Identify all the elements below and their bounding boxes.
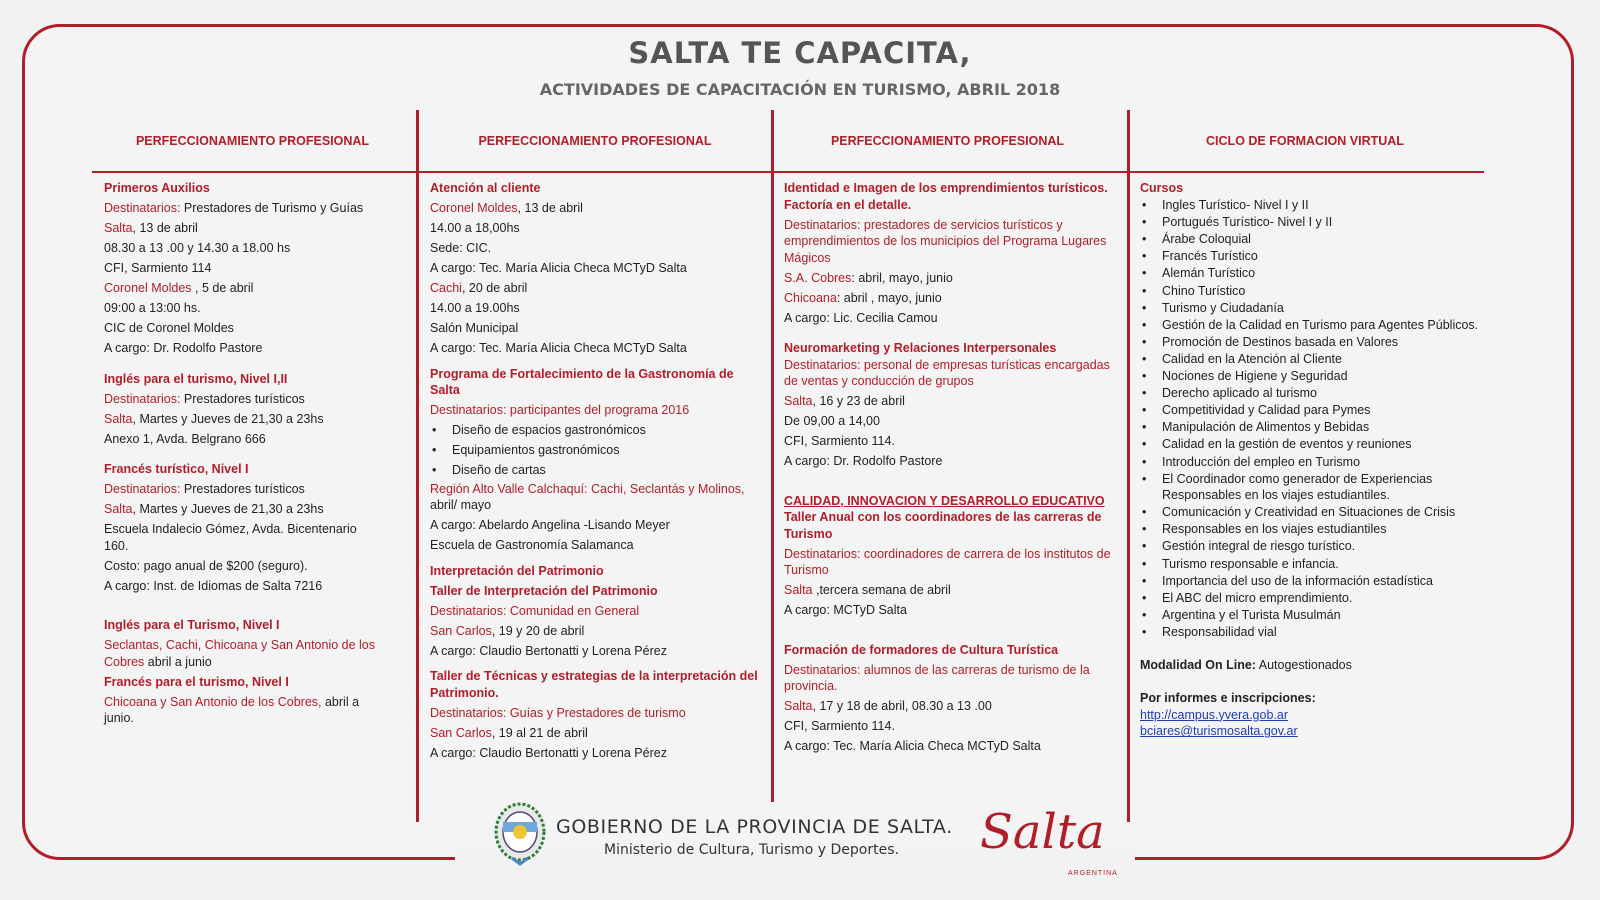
time-line: 14.00 a 18,00hs bbox=[430, 221, 520, 235]
course-title: Francés turístico, Nivel I bbox=[104, 462, 249, 476]
date-line: Salta, Martes y Jueves de 21,30 a 23hs bbox=[104, 411, 324, 426]
course-item: • Promoción de Destinos basada en Valores bbox=[1162, 334, 1485, 351]
instructor-line: A cargo: Abelardo Angelina -Lisando Meyer bbox=[430, 518, 670, 532]
date-line: Salta, 13 de abril bbox=[104, 221, 198, 235]
course-title: Inglés para el turismo, Nivel I,II bbox=[104, 371, 288, 386]
course-item: • Árabe Coloquial bbox=[1162, 231, 1485, 248]
date-line: Chicoana: abril , mayo, junio bbox=[784, 290, 942, 305]
instructor-line: A cargo: Tec. María Alicia Checa MCTyD Salta bbox=[430, 341, 687, 355]
mode-line: Modalidad On Line: Autogestionados bbox=[1140, 657, 1352, 672]
date-line: San Carlos, 19 y 20 de abril bbox=[430, 623, 585, 638]
cost-line: Costo: pago anual de $200 (seguro). bbox=[104, 558, 308, 573]
course-item: • Competitividad y Calidad para Pymes bbox=[1162, 402, 1485, 419]
audience: Destinatarios: participantes del programa 2016 bbox=[430, 403, 690, 417]
venue-line: CFI, Sarmiento 114. bbox=[784, 719, 895, 733]
course-item: • Importancia del uso de la información estadística bbox=[1162, 573, 1485, 590]
course-title: Programa de Fortalecimiento de la Gastronomía de Salta bbox=[430, 366, 734, 397]
salta-logo: Salta bbox=[980, 804, 1105, 860]
column-divider-1 bbox=[416, 110, 419, 822]
list-item: • Diseño de espacios gastronómicos bbox=[452, 422, 760, 439]
column-divider-2 bbox=[771, 110, 774, 802]
venue-line: CFI, Sarmiento 114. bbox=[784, 434, 895, 448]
course-title: Francés para el turismo, Nivel I bbox=[104, 674, 289, 689]
date-line: Coronel Moldes , 5 de abril bbox=[104, 281, 254, 295]
course-title: Formación de formadores de Cultura Turística bbox=[784, 642, 1059, 657]
audience: Destinatarios: Comunidad en General bbox=[430, 603, 640, 618]
venue-line: CIC de Coronel Moldes bbox=[104, 321, 234, 335]
instructor-line: A cargo: Inst. de Idiomas de Salta 7216 bbox=[104, 578, 323, 593]
course-item: • El Coordinador como generador de Experiencias Responsables en los viajes estudiantiles. bbox=[1162, 471, 1485, 504]
time-line: 14.00 a 19.00hs bbox=[430, 301, 520, 315]
course-item: • Comunicación y Creatividad en Situaciones de Crisis bbox=[1162, 504, 1485, 521]
course-item: • Calidad en la Atención al Cliente bbox=[1162, 351, 1485, 368]
column-3 bbox=[784, 180, 1114, 755]
course-item: • Portugués Turístico- Nivel I y II bbox=[1162, 214, 1485, 231]
list-item: • Diseño de cartas bbox=[452, 462, 760, 479]
date-line: S.A. Cobres: abril, mayo, junio bbox=[784, 270, 953, 285]
course-item: • Ingles Turístico- Nivel I y II bbox=[1162, 197, 1485, 214]
audience: Destinatarios: personal de empresas turísticas encargadas de ventas y conducción de grupos bbox=[784, 357, 1110, 388]
region-line: Región Alto Valle Calchaquí: Cachi, Seclantás y Molinos, abril/ mayo bbox=[430, 481, 745, 512]
course-title: Taller de Técnicas y estrategias de la interpretación del Patrimonio. bbox=[430, 669, 758, 700]
course-title: Interpretación del Patrimonio bbox=[430, 563, 604, 578]
venue-line: Sede: CIC. bbox=[430, 241, 492, 255]
venue-line: Salón Municipal bbox=[430, 321, 519, 335]
info-label: Por informes e inscripciones: bbox=[1140, 691, 1316, 706]
audience: Destinatarios: prestadores de servicios turísticos y emprendimientos de los municipios del Programa Lugares Mágicos bbox=[784, 217, 1107, 265]
date-line: Salta, 16 y 23 de abril bbox=[784, 394, 905, 408]
course-item: • Chino Turístico bbox=[1162, 283, 1485, 300]
instructor-line: A cargo: Claudio Bertonatti y Lorena Pérez bbox=[430, 745, 667, 760]
date-line: San Carlos, 19 al 21 de abril bbox=[430, 725, 588, 740]
date-line: Salta, 17 y 18 de abril, 08.30 a 13 .00 bbox=[784, 699, 992, 713]
course-list bbox=[1140, 197, 1485, 640]
page-title: SALTA TE CAPACITA, bbox=[628, 36, 972, 70]
course-subtitle: Taller de Interpretación del Patrimonio bbox=[430, 583, 658, 598]
course-item: • Calidad en la gestión de eventos y reuniones bbox=[1162, 436, 1485, 453]
header-divider bbox=[92, 171, 1484, 173]
course-title: Atención al cliente bbox=[430, 181, 541, 195]
course-title: Taller Anual con los coordinadores de las carreras de Turismo bbox=[784, 510, 1102, 541]
column-2 bbox=[430, 180, 760, 761]
instructor-line: A cargo: Tec. María Alicia Checa MCTyD Salta bbox=[784, 739, 1041, 753]
audience: Destinatarios: Prestadores de Turismo y Guías bbox=[104, 201, 364, 215]
government-name: GOBIERNO DE LA PROVINCIA DE SALTA. bbox=[556, 816, 953, 838]
date-line: Salta, Martes y Jueves de 21,30 a 23hs bbox=[104, 502, 324, 516]
course-item: • Turismo y Ciudadanía bbox=[1162, 300, 1485, 317]
audience: Destinatarios: Guías y Prestadores de turismo bbox=[430, 705, 686, 720]
venue-line: Anexo 1, Avda. Belgrano 666 bbox=[104, 431, 266, 446]
course-title: Inglés para el Turismo, Nivel I bbox=[104, 618, 280, 632]
venue-line: CFI, Sarmiento 114 bbox=[104, 261, 212, 275]
instructor-line: A cargo: Dr. Rodolfo Pastore bbox=[104, 341, 263, 355]
places-line: Chicoana y San Antonio de los Cobres, abril a junio. bbox=[104, 694, 360, 725]
venue-line: Escuela Indalecio Gómez, Avda. Bicentenario 160. bbox=[104, 522, 357, 553]
audience: Destinatarios: Prestadores turísticos bbox=[104, 482, 305, 496]
column-1 bbox=[104, 180, 380, 727]
course-item: • Gestión integral de riesgo turístico. bbox=[1162, 538, 1485, 555]
column-2-heading: PERFECCIONAMIENTO PROFESIONAL bbox=[478, 134, 712, 148]
date-line: Salta ,tercera semana de abril bbox=[784, 583, 951, 597]
date-line: Coronel Moldes, 13 de abril bbox=[430, 201, 583, 215]
course-item: • Nociones de Higiene y Seguridad bbox=[1162, 368, 1485, 385]
course-item: • Introducción del empleo en Turismo bbox=[1162, 454, 1485, 471]
course-title: Primeros Auxilios bbox=[104, 181, 210, 195]
places-line: Seclantas, Cachi, Chicoana y San Antonio de los Cobres abril a junio bbox=[104, 638, 376, 669]
topic-list bbox=[430, 422, 760, 479]
audience: Destinatarios: Prestadores turísticos bbox=[104, 391, 305, 406]
instructor-line: A cargo: Claudio Bertonatti y Lorena Pérez bbox=[430, 643, 667, 658]
campus-link[interactable]: http://campus.yvera.gob.ar bbox=[1140, 707, 1288, 722]
course-item: • Francés Turístico bbox=[1162, 248, 1485, 265]
course-item: • El ABC del micro emprendimiento. bbox=[1162, 590, 1485, 607]
course-item: • Manipulación de Alimentos y Bebidas bbox=[1162, 419, 1485, 436]
ministry-name: Ministerio de Cultura, Turismo y Deportes. bbox=[604, 842, 899, 858]
section-heading: CALIDAD, INNOVACION Y DESARROLLO EDUCATIVO bbox=[784, 493, 1105, 508]
audience: Destinatarios: alumnos de las carreras de turismo de la provincia. bbox=[784, 662, 1090, 693]
course-item: • Alemán Turístico bbox=[1162, 265, 1485, 282]
time-line: 09:00 a 13:00 hs. bbox=[104, 301, 201, 315]
page-subtitle: ACTIVIDADES DE CAPACITACIÓN EN TURISMO, ABRIL 2018 bbox=[539, 80, 1061, 99]
course-item: • Derecho aplicado al turismo bbox=[1162, 385, 1485, 402]
date-line: Cachi, 20 de abril bbox=[430, 281, 528, 295]
instructor-line: A cargo: Tec. María Alicia Checa MCTyD Salta bbox=[430, 261, 687, 275]
venue-line: Escuela de Gastronomía Salamanca bbox=[430, 538, 634, 552]
course-item: • Argentina y el Turista Musulmán bbox=[1162, 607, 1485, 624]
instructor-line: A cargo: Dr. Rodolfo Pastore bbox=[784, 454, 943, 468]
column-divider-3 bbox=[1127, 110, 1130, 822]
audience: Destinatarios: coordinadores de carrera de los institutos de Turismo bbox=[784, 546, 1111, 577]
instructor-line: A cargo: MCTyD Salta bbox=[784, 603, 907, 617]
course-title: Identidad e Imagen de los emprendimientos turísticos. Factoría en el detalle. bbox=[784, 181, 1108, 212]
column-1-heading: PERFECCIONAMIENTO PROFESIONAL bbox=[135, 134, 370, 148]
column-4 bbox=[1140, 180, 1485, 740]
column-4-heading: CICLO DE FORMACION VIRTUAL bbox=[1206, 134, 1404, 148]
email-link[interactable]: bciares@turismosalta.gov.ar bbox=[1140, 724, 1298, 739]
time-line: 08.30 a 13 .00 y 14.30 a 18.00 hs bbox=[104, 241, 291, 255]
instructor-line: A cargo: Lic. Cecilia Camou bbox=[784, 310, 938, 325]
course-item: • Gestión de la Calidad en Turismo para Agentes Públicos. bbox=[1162, 317, 1485, 334]
courses-title: Cursos bbox=[1140, 181, 1184, 195]
list-item: • Equipamientos gastronómicos bbox=[452, 442, 760, 459]
course-title: Neuromarketing y Relaciones Interpersonales bbox=[784, 341, 1057, 355]
course-item: • Responsabilidad vial bbox=[1162, 624, 1485, 641]
province-seal-icon bbox=[492, 800, 548, 866]
salta-logo-subtitle: ARGENTINA bbox=[1068, 870, 1118, 877]
course-item: • Turismo responsable e infancia. bbox=[1162, 556, 1485, 573]
course-item: • Responsables en los viajes estudiantiles bbox=[1162, 521, 1485, 538]
column-3-heading: PERFECCIONAMIENTO PROFESIONAL bbox=[830, 134, 1065, 148]
time-line: De 09,00 a 14,00 bbox=[784, 414, 880, 428]
